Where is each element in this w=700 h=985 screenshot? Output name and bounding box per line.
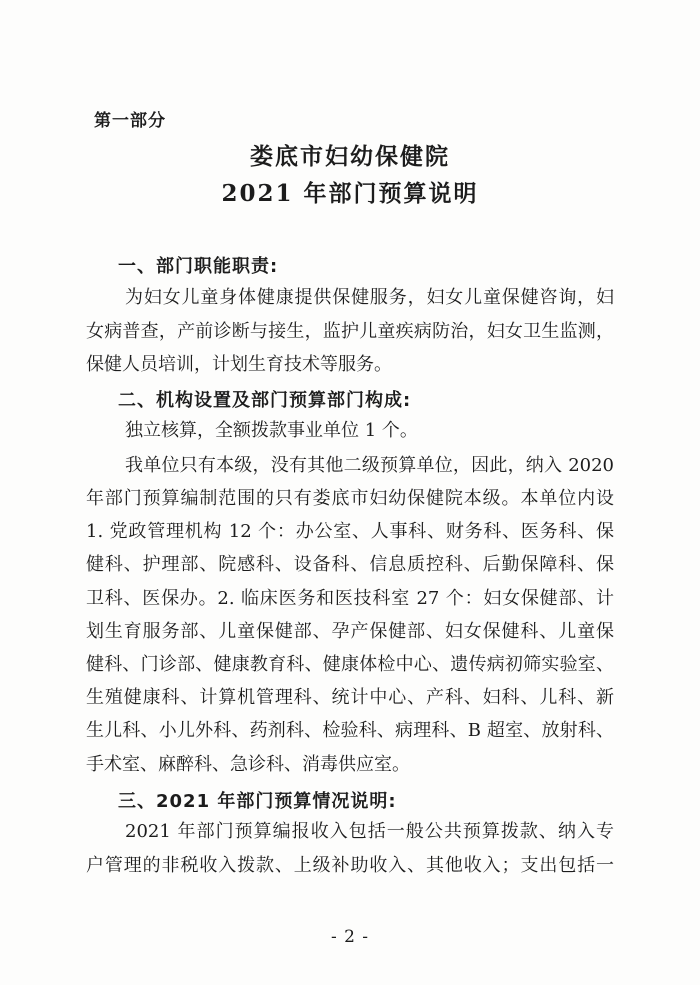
paragraph-line: 女病普查，产前诊断与接生，监护儿童疾病防治，妇女卫生监测， [86, 321, 614, 342]
paragraph-line: 生儿科、小儿外科、药剂科、检验科、病理科、B 超室、放射科、 [86, 720, 614, 741]
paragraph-line: 户管理的非税收入拨款、上级补助收入、其他收入；支出包括一 [86, 855, 614, 876]
paragraph-line: 划生育服务部、儿童保健部、孕产保健部、妇女保健科、儿童保 [86, 621, 614, 642]
paragraph-line: 为妇女儿童身体健康提供保健服务，妇女儿童保健咨询，妇 [125, 287, 614, 308]
section-heading-duties: 一、部门职能职责: [118, 256, 279, 277]
part-label: 第一部分 [94, 111, 166, 131]
paragraph-line: 1. 党政管理机构 12 个：办公室、人事科、财务科、医务科、保 [86, 521, 614, 542]
document-title-line1: 娄底市妇幼保健院 [250, 143, 450, 170]
paragraph-line: 健科、门诊部、健康教育科、健康体检中心、遗传病初筛实验室、 [86, 654, 614, 675]
section-heading-structure: 二、机构设置及部门预算部门构成: [118, 390, 412, 411]
paragraph-line: 年部门预算编制范围的只有娄底市妇幼保健院本级。本单位内设 [86, 488, 614, 509]
paragraph-line: 保健人员培训，计划生育技术等服务。 [86, 354, 392, 375]
document-title-line2: 2021 年部门预算说明 [221, 180, 479, 207]
paragraph-line: 我单位只有本级，没有其他二级预算单位，因此，纳入 2020 [125, 455, 614, 476]
paragraph-line: 健科、护理部、院感科、设备科、信息质控科、后勤保障科、保 [86, 554, 614, 575]
paragraph-line: 独立核算，全额拨款事业单位 1 个。 [125, 420, 418, 441]
paragraph-line: 2021 年部门预算编报收入包括一般公共预算拨款、纳入专 [125, 821, 614, 842]
paragraph-line: 卫科、医保办。2. 临床医务和医技科室 27 个：妇女保健部、计 [86, 588, 614, 609]
paragraph-line: 生殖健康科、计算机管理科、统计中心、产科、妇科、儿科、新 [86, 687, 614, 708]
paragraph-line: 手术室、麻醉科、急诊科、消毒供应室。 [86, 754, 410, 775]
section-heading-budget: 三、2021 年部门预算情况说明: [118, 791, 397, 812]
page-number: - 2 - [330, 927, 370, 947]
